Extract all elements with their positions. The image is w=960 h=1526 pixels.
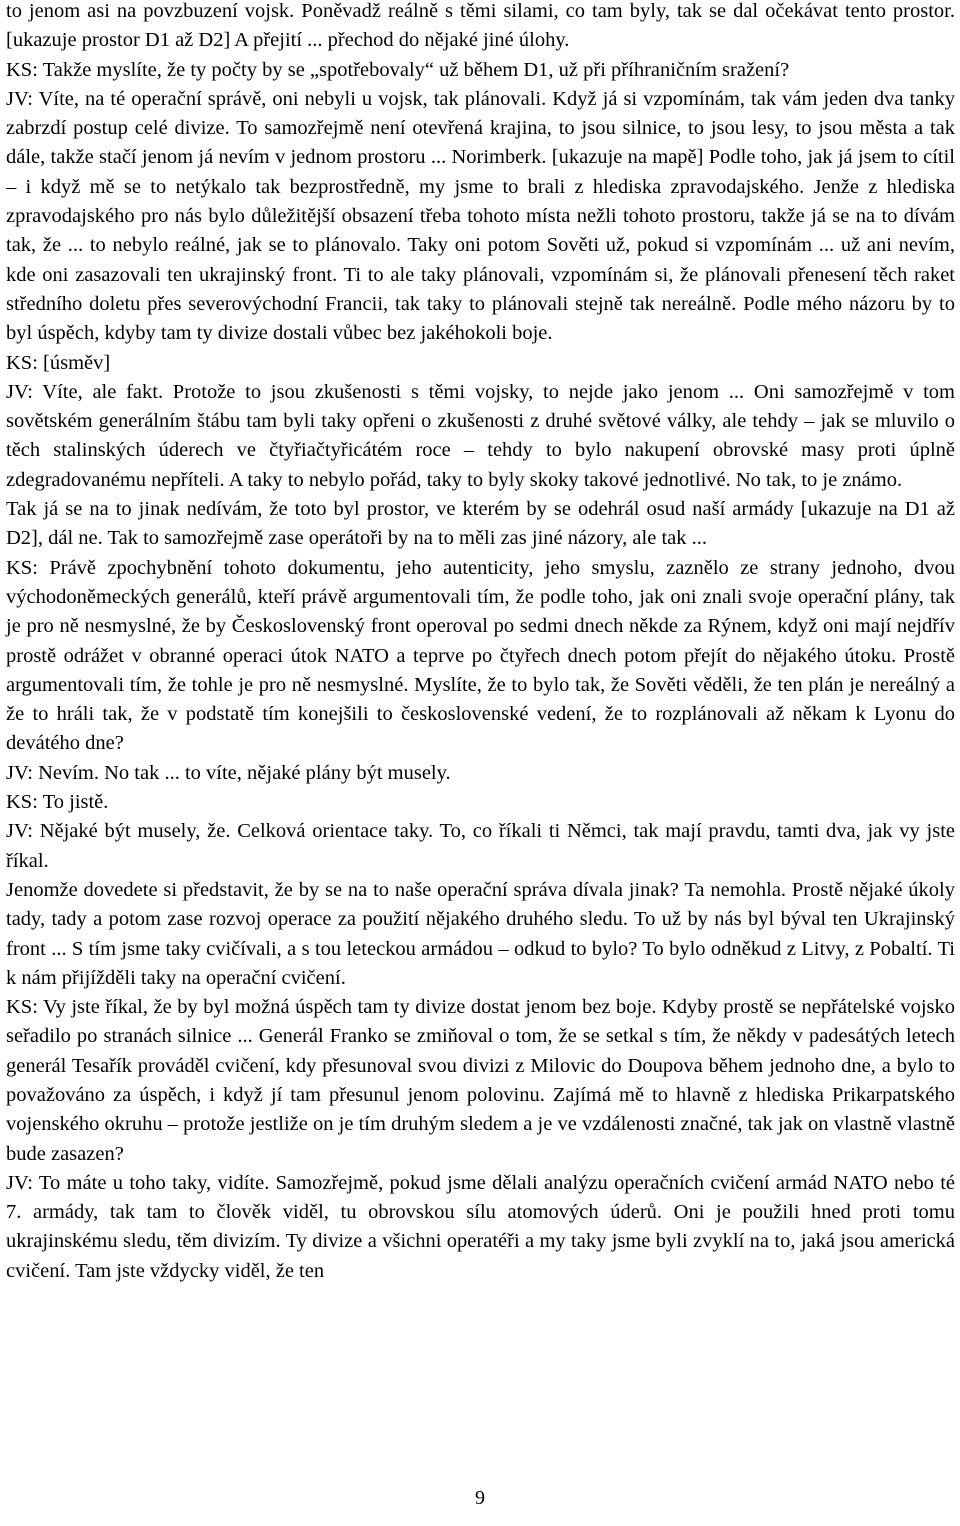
paragraph-10: JV: Nějaké být musely, že. Celková orientace taky. To, co říkali ti Němci, tak mají pravdu, tamti dva, jak vy jste říkal. [6, 820, 955, 872]
paragraph-13: JV: To máte u toho taky, vidíte. Samozřejmě, pokud jsme dělali analýzu operačních cvičení armád NATO nebo té 7. armády, tak tam to člověk viděl, tu obrovskou sílu atomových úderů. Oni je použili hned proti tomu ukrajinskému sledu, těm divizím. Ty divize a všichni operatéři a my taky jsme byli zvyklí na to, jaká jsou americká cvičení. Tam jste vždycky viděl, že ten [6, 1171, 955, 1282]
paragraph-11: Jenomže dovedete si představit, že by se na to naše operační správa dívala jinak? Ta nemohla. Prostě nějaké úkoly tady, tady a potom zase rozvoj operace za použití nějakého druhého sledu. To už by nás byl býval ten Ukrajinský front ... S tím jsme taky cvičívali, a s tou leteckou armádou – odkud to bylo? To bylo odněkud z Litvy, z Pobaltí. Ti k nám přijížděli taky na operační cvičení. [6, 878, 955, 989]
paragraph-5: JV: Víte, ale fakt. Protože to jsou zkušenosti s těmi vojsky, to nejde jako jenom ... Oni samozřejmě v tom sovětském generálním štábu tam byli taky opřeni o zkušenosti z druhé světové války, ale tehdy – jak se mluvilo o těch stalinských úderech ve čtyřiačtyřicátém roce – tehdy to bylo nakupení obrovské masy proti úplně zdegradovanému nepříteli. A taky to nebylo pořád, taky to byly skoky takové jednotlivé. No tak, to je známo. [6, 380, 955, 491]
paragraph-7: KS: Právě zpochybnění tohoto dokumentu, jeho autenticity, jeho smyslu, zaznělo ze strany jednoho, dvou východoněmeckých generálů, kteří právě argumentovali tím, že podle toho, jak oni znali svoje operační plány, tak je pro ně nesmyslné, že by Československý front operoval po sedmi dnech někde za Rýnem, když oni mají nejdřív prostě odrážet v obranné operaci útok NATO a teprve po čtyřech dnech potom přejít do nějakého útoku. Prostě argumentovali tím, že tohle je pro ně nesmyslné. Myslíte, že to bylo tak, že Sověti věděli, že ten plán je nereálný a že to hráli tak, že v podstatě tím konejšili to československé vedení, že to rozplánovali až někam k Lyonu do devátého dne? [6, 556, 955, 755]
paragraph-12: KS: Vy jste říkal, že by byl možná úspěch tam ty divize dostat jenom bez boje. Kdyby prostě se nepřátelské vojsko seřadilo po stranách silnice ... Generál Franko se zmiňoval o tom, že se setkal s tím, že někdy v padesátých letech generál Tesařík prováděl cvičení, kdy přesunoval svou divizi z Milovic do Doupova během jednoho dne, a bylo to považováno za úspěch, i když jí tam přesunul jenom polovinu. Zajímá mě to hlavně z hlediska Prikarpatského vojenského okruhu – protože jestliže on je tím druhým sledem a je ve vzdálenosti značné, tak jak on vlastně vlastně bude zasazen? [6, 996, 955, 1165]
page-number: 9 [475, 1487, 485, 1509]
paragraph-1: to jenom asi na povzbuzení vojsk. Poněvadž reálně s těmi silami, co tam byly, tak se dal očekávat tento prostor. [ukazuje prostor D1 až D2] A přejití ... přechod do nějaké jiné úlohy. [6, 0, 955, 52]
paragraph-2: KS: Takže myslíte, že ty počty by se „spotřebovaly“ už během D1, už při příhraničním sražení? [6, 58, 790, 81]
paragraph-6: Tak já se na to jinak nedívám, že toto byl prostor, ve kterém by se odehrál osud naší armády [ukazuje na D1 až D2], dál ne. Tak to samozřejmě zase operátoři by na to měli zas jiné názory, ale tak ... [6, 498, 955, 550]
paragraph-3: JV: Víte, na té operační správě, oni nebyli u vojsk, tak plánovali. Když já si vzpomínám, tak vám jeden dva tanky zabrzdí postup celé divize. To samozřejmě není otevřená krajina, to jsou silnice, to jsou lesy, to jsou města a tak dále, takže stačí jenom já nevím v jednom prostoru ... Norimberk. [ukazuje na mapě] Podle toho, jak já jsem to cítil – i když mě se to netýkalo tak bezprostředně, my jsme to brali z hlediska zpravodajského. Jenže z hlediska zpravodajského pro nás bylo důležitější obsazení třeba tohoto místa nežli tohoto prostoru, takže já se na to dívám tak, že ... to nebylo reálné, jak se to plánovalo. Taky oni potom Sověti už, pokud si vzpomínám ... už ani nevím, kde oni zasazovali ten ukrajinský front. Ti to ale taky plánovali, vzpomínám si, že plánovali přenesení těch raket středního doletu přes severovýchodní Francii, tak taky to plánovali stejně tak nereálně. Podle mého názoru by to byl úspěch, kdyby tam ty divize dostali vůbec bez jakéhokoli boje. [6, 87, 955, 345]
paragraph-4: KS: [úsměv] [6, 351, 111, 374]
paragraph-9: KS: To jistě. [6, 791, 109, 814]
paragraph-8: JV: Nevím. No tak ... to víte, nějaké plány být musely. [6, 761, 451, 784]
body-text [6, 0, 955, 1286]
